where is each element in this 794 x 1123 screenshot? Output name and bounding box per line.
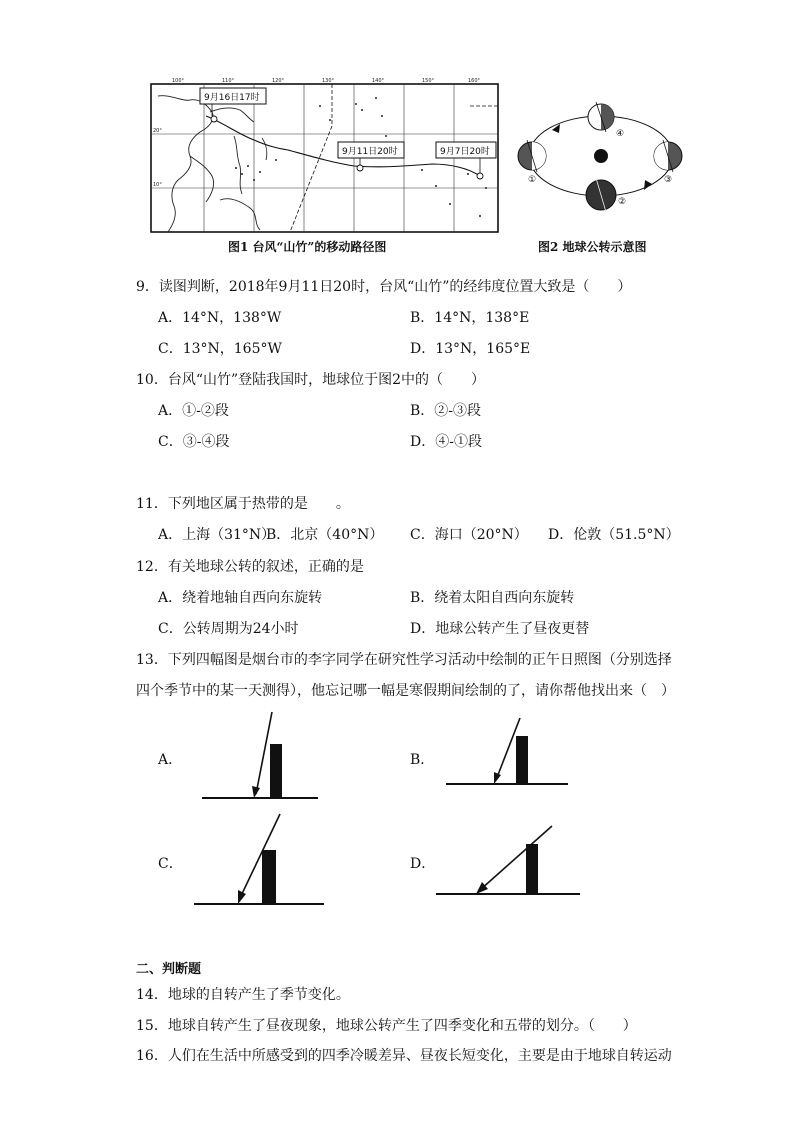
shadow-diagram-a: [200, 708, 322, 802]
svg-text:9月11日20时: 9月11日20时: [342, 147, 398, 157]
q11-option-a[interactable]: A．上海（31°N）: [158, 527, 276, 543]
question-9-stem: 9．读图判断，2018年9月11日20时，台风“山竹”的经纬度位置大致是（ ）: [136, 279, 632, 295]
q12-option-d[interactable]: D．地球公转产生了昼夜更替: [410, 621, 590, 637]
lon-label: 150°: [422, 78, 435, 84]
lon-label: 110°: [222, 78, 235, 84]
lat-label: 10°: [153, 182, 162, 188]
lon-label: 160°: [468, 78, 481, 84]
track-point-sep7: [477, 173, 483, 179]
marker-4: ④: [616, 129, 625, 139]
q11-option-c[interactable]: C．海口（20°N）: [410, 527, 528, 543]
figure-1-caption: 图1 台风“山竹”的移动路径图: [228, 240, 387, 254]
question-13-stem-line2: 四个季节中的某一天测得），他忘记哪一幅是寒假期间绘制的了，请你帮他找出来（ ）: [136, 683, 675, 699]
figure-2: [512, 100, 690, 218]
q12-option-b[interactable]: B．绕着太阳自西向东旋转: [410, 590, 575, 606]
typhoon-track-map: [150, 76, 500, 234]
question-13-stem-line1: 13．下列四幅图是烟台市的李字同学在研究性学习活动中绘制的正午日照图（分别选择: [136, 652, 672, 668]
question-11-stem: 11．下列地区属于热带的是 。: [136, 496, 350, 512]
q9-option-d[interactable]: D．13°N，165°E: [410, 341, 531, 357]
q10-option-d[interactable]: D．④-①段: [410, 434, 482, 450]
q9-option-c[interactable]: C．13°N，165°W: [158, 341, 282, 357]
figure-1: [150, 76, 500, 234]
marker-1: ①: [528, 175, 537, 185]
question-16: 16．人们在生活中所感受到的四季冷暖差异、昼夜长短变化，主要是由于地球自转运动: [136, 1048, 672, 1064]
section-2-title: 二、判断题: [136, 962, 202, 977]
q12-option-a[interactable]: A．绕着地轴自西向东旋转: [158, 590, 323, 606]
q13-option-c[interactable]: C．: [158, 856, 183, 872]
q12-option-c[interactable]: C．公转周期为24小时: [158, 621, 299, 637]
question-14: 14．地球的自转产生了季节变化。: [136, 987, 350, 1003]
q9-option-a[interactable]: A．14°N，138°W: [158, 310, 282, 326]
question-10-stem: 10．台风“山竹”登陆我国时，地球位于图2中的（ ）: [136, 372, 486, 388]
q10-option-b[interactable]: B．②-③段: [410, 403, 482, 419]
sun-icon: [594, 149, 608, 163]
marker-3: ③: [664, 175, 673, 185]
earth-revolution-diagram: [512, 100, 690, 218]
q13-option-d[interactable]: D．: [410, 856, 436, 872]
shadow-diagram-b: [444, 714, 570, 788]
lat-label: 20°: [153, 128, 162, 134]
figure-2-caption: 图2 地球公转示意图: [538, 240, 647, 254]
lon-label: 130°: [322, 78, 335, 84]
lon-label: 120°: [272, 78, 285, 84]
svg-text:9月7日20时: 9月7日20时: [440, 147, 490, 157]
lon-label: 140°: [372, 78, 385, 84]
q10-option-a[interactable]: A．①-②段: [158, 403, 229, 419]
q13-option-a[interactable]: A．: [158, 752, 183, 768]
shadow-diagram-c: [192, 810, 326, 908]
marker-2: ②: [618, 197, 627, 207]
question-15: 15．地球自转产生了昼夜现象，地球公转产生了四季变化和五带的划分。（ ）: [136, 1018, 637, 1034]
svg-text:9月16日17时: 9月16日17时: [204, 93, 260, 103]
q10-option-c[interactable]: C．③-④段: [158, 434, 230, 450]
q11-option-d[interactable]: D．伦敦（51.5°N）: [548, 527, 680, 543]
q9-option-b[interactable]: B．14°N，138°E: [410, 310, 530, 326]
track-point-sep16: [211, 116, 217, 122]
question-12-stem: 12．有关地球公转的叙述，正确的是: [136, 559, 364, 575]
shadow-diagram-d: [434, 822, 582, 898]
q13-option-b[interactable]: B．: [410, 752, 435, 768]
track-point-sep11: [357, 165, 363, 171]
lon-label: 100°: [172, 78, 185, 84]
q11-option-b[interactable]: B．北京（40°N）: [266, 527, 384, 543]
